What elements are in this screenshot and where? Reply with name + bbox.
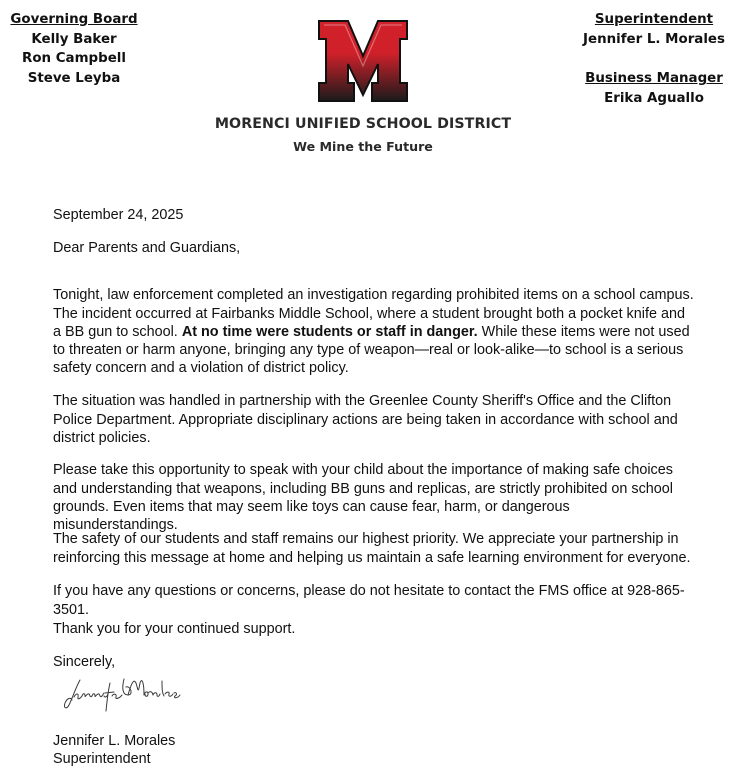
board-member: Kelly Baker [31,31,117,47]
business-manager-title: Business Manager [585,71,723,86]
letter-paragraph [53,286,695,377]
letter-date: September 24, 2025 [53,207,184,223]
letter-greeting: Dear Parents and Guardians, [53,240,241,256]
board-member: Ron Campbell [22,51,126,66]
district-motto: We Mine the Future [293,139,433,154]
letter-paragraph: Please take this opportunity to speak with your child about the importance of making safe choices and understanding that weapons, including BB guns and replicas, are strictly prohibited on school grounds. Even items that may seem like toys can cause fear, harm, or dangerous misunderstandings. [53,462,673,533]
signer-name: Jennifer L. Morales [53,733,176,749]
superintendent-name: Jennifer L. Morales [583,31,725,47]
letter-paragraph: If you have any questions or concerns, please do not hesitate to contact the FMS office at 928-865-3501. [53,583,685,618]
signer-title: Superintendent [53,751,151,767]
superintendent-block [580,10,728,49]
paragraph-text: Tonight, law enforcement completed an investigation regarding prohibited items on a school campus. The incident occurred at Fairbanks Middle School, where a student brought both a pocket knife and a BB gun to school. [53,287,694,340]
letter-paragraph: The situation was handled in partnership with the Greenlee County Sheriff's Office and the Clifton Police Department. Appropriate disciplinary actions are being taken in accordance with school and district policies. [53,393,678,446]
district-name: MORENCI UNIFIED SCHOOL DISTRICT [214,116,512,132]
paragraph-emphasis: At no time were students or staff in danger. [181,323,478,340]
handwritten-signature [58,671,188,715]
governing-board-block [8,10,140,88]
letter-thanks: Thank you for your continued support. [53,621,296,637]
business-manager-block [580,69,728,108]
letter-closing: Sincerely, [53,654,116,670]
paragraph-text: While these items were not used to threaten or harm anyone, bringing any type of weapon—real or look-alike—to school is a serious safety concern and a violation of district policy. [53,323,690,377]
governing-board-title: Governing Board [10,12,138,27]
logo-m-shape [319,21,407,101]
district-m-logo [317,19,409,103]
letter-paragraph: The safety of our students and staff remains our highest priority. We appreciate your partnership in reinforcing this message at home and helping us maintain a safe learning environment for everyone. [53,531,691,566]
board-member: Steve Leyba [27,70,121,86]
business-manager-name: Erika Aguallo [604,90,704,106]
superintendent-title: Superintendent [594,12,714,27]
